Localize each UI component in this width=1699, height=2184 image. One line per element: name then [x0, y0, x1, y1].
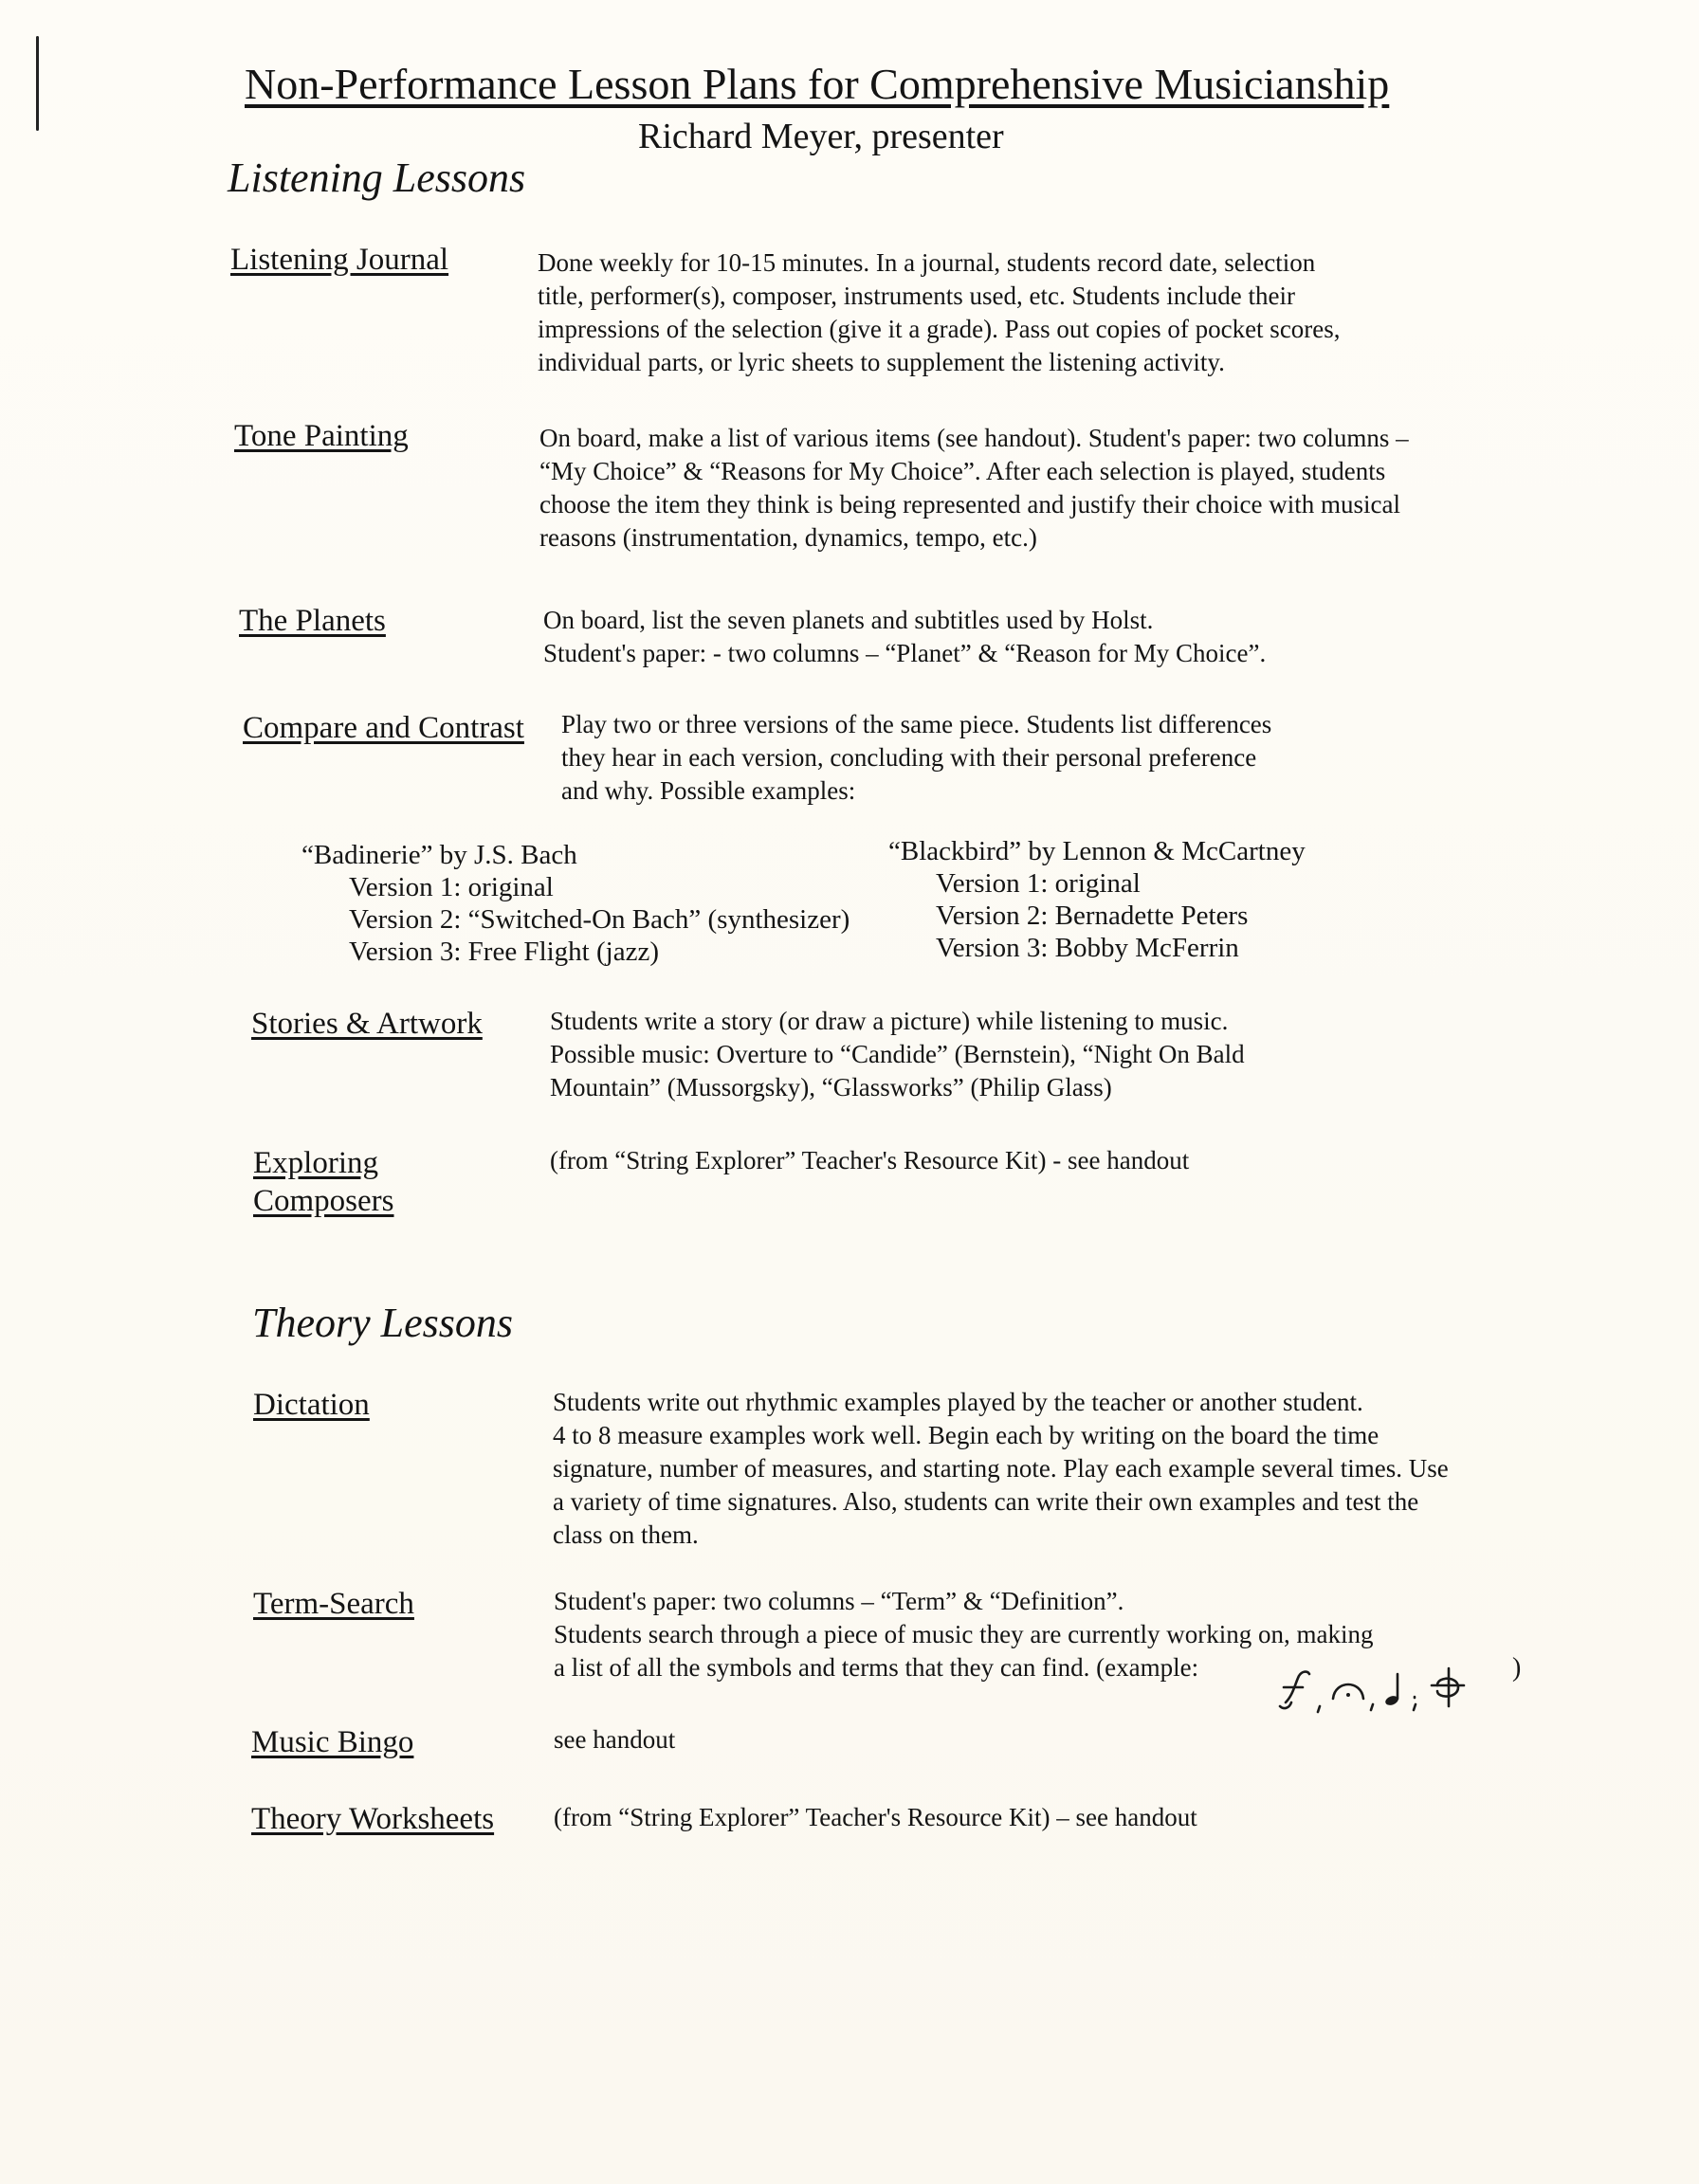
- lesson-title-stories-and-artwork: Stories & Artwork: [251, 1007, 483, 1041]
- description-line: signature, number of measures, and starting note. Play each example several times. Use: [553, 1454, 1449, 1483]
- example-version: Version 2: Bernadette Peters: [936, 901, 1249, 931]
- document-subtitle: Richard Meyer, presenter: [638, 117, 1004, 156]
- lesson-description-listening-journal: [538, 246, 1341, 379]
- description-line: impressions of the selection (give it a grade). Pass out copies of pocket scores,: [538, 315, 1341, 343]
- lesson-description-term-search: [554, 1585, 1374, 1684]
- lesson-description-exploring-composers: [550, 1144, 1189, 1177]
- lesson-description-theory-worksheets: [554, 1801, 1197, 1834]
- description-line: and why. Possible examples:: [561, 776, 856, 805]
- description-line: Play two or three versions of the same piece. Students list differences: [561, 710, 1272, 738]
- description-line: Done weekly for 10-15 minutes. In a journal, students record date, selection: [538, 248, 1316, 277]
- document-title: Non-Performance Lesson Plans for Comprehensive Musicianship: [245, 60, 1390, 108]
- example-version: Version 1: original: [936, 868, 1141, 899]
- lesson-title-line: Composers: [253, 1184, 394, 1218]
- lesson-title-music-bingo: Music Bingo: [251, 1725, 414, 1759]
- lesson-description-compare-and-contrast: [561, 708, 1271, 808]
- description-line: reasons (instrumentation, dynamics, tempo, etc.): [539, 523, 1037, 552]
- handwritten-music-symbols: [1270, 1663, 1526, 1720]
- lesson-title-line: Exploring: [253, 1146, 378, 1180]
- description-line: individual parts, or lyric sheets to supplement the listening activity.: [538, 348, 1225, 376]
- lesson-title-tone-painting: Tone Painting: [234, 419, 409, 453]
- theory-section-heading: Theory Lessons: [252, 1300, 514, 1346]
- example-version: Version 3: Bobby McFerrin: [936, 933, 1239, 963]
- example-title: “Blackbird” by Lennon & McCartney: [888, 836, 1306, 866]
- example-blackbird: [888, 835, 1306, 964]
- example-version: Version 2: “Switched-On Bach” (synthesizer): [349, 904, 850, 935]
- description-line: title, performer(s), composer, instruments used, etc. Students include their: [538, 282, 1295, 310]
- lesson-title-listening-journal: Listening Journal: [230, 243, 449, 277]
- lesson-description-music-bingo: [554, 1723, 675, 1756]
- lesson-title-exploring-composers: [253, 1144, 394, 1220]
- margin-pen-mark: [36, 36, 39, 131]
- description-line: Students write out rhythmic examples played by the teacher or another student.: [553, 1388, 1363, 1416]
- description-line: Students write a story (or draw a picture) while listening to music.: [550, 1007, 1229, 1035]
- description-line: they hear in each version, concluding with their personal preference: [561, 743, 1257, 772]
- example-closing-parenthesis: ): [1512, 1653, 1522, 1683]
- description-line: On board, make a list of various items (see handout). Student's paper: two columns –: [539, 424, 1409, 452]
- description-line: “My Choice” & “Reasons for My Choice”. After each selection is played, students: [539, 457, 1386, 485]
- description-line: On board, list the seven planets and subtitles used by Holst.: [543, 606, 1154, 634]
- example-title: “Badinerie” by J.S. Bach: [301, 840, 577, 870]
- lesson-description-stories-and-artwork: [550, 1005, 1245, 1104]
- forte-symbol-icon: [1280, 1672, 1309, 1709]
- lesson-description-tone-painting: [539, 422, 1409, 555]
- example-badinerie: [301, 839, 850, 968]
- description-line: Student's paper: - two columns – “Planet” & “Reason for My Choice”.: [543, 639, 1267, 667]
- description-line: Student's paper: two columns – “Term” & “Definition”.: [554, 1587, 1124, 1615]
- description-line: a variety of time signatures. Also, students can write their own examples and test the: [553, 1487, 1419, 1516]
- description-line: class on them.: [553, 1520, 699, 1549]
- description-line: (from “String Explorer” Teacher's Resource Kit) – see handout: [554, 1803, 1197, 1831]
- description-line: (from “String Explorer” Teacher's Resource Kit) - see handout: [550, 1146, 1190, 1174]
- lesson-title-compare-and-contrast: Compare and Contrast: [243, 711, 524, 745]
- lesson-title-theory-worksheets: Theory Worksheets: [251, 1802, 495, 1836]
- lesson-title-the-planets: The Planets: [239, 604, 386, 638]
- description-line: Mountain” (Mussorgsky), “Glassworks” (Philip Glass): [550, 1073, 1112, 1101]
- description-line: choose the item they think is being represented and justify their choice with musical: [539, 490, 1401, 519]
- example-version: Version 3: Free Flight (jazz): [349, 937, 659, 967]
- listening-section-heading: Listening Lessons: [228, 155, 526, 201]
- lesson-description-dictation: [553, 1386, 1449, 1552]
- description-line: 4 to 8 measure examples work well. Begin each by writing on the board the time: [553, 1421, 1379, 1449]
- description-line: Possible music: Overture to “Candide” (Bernstein), “Night On Bald: [550, 1040, 1245, 1068]
- lesson-title-term-search: Term-Search: [253, 1587, 414, 1621]
- description-line: Students search through a piece of music they are currently working on, making: [554, 1620, 1374, 1648]
- lesson-title-dictation: Dictation: [253, 1388, 370, 1422]
- description-line: a list of all the symbols and terms that they can find. (example:: [554, 1653, 1199, 1682]
- example-version: Version 1: original: [349, 872, 554, 902]
- description-line: see handout: [554, 1725, 676, 1754]
- lesson-description-the-planets: [543, 604, 1266, 670]
